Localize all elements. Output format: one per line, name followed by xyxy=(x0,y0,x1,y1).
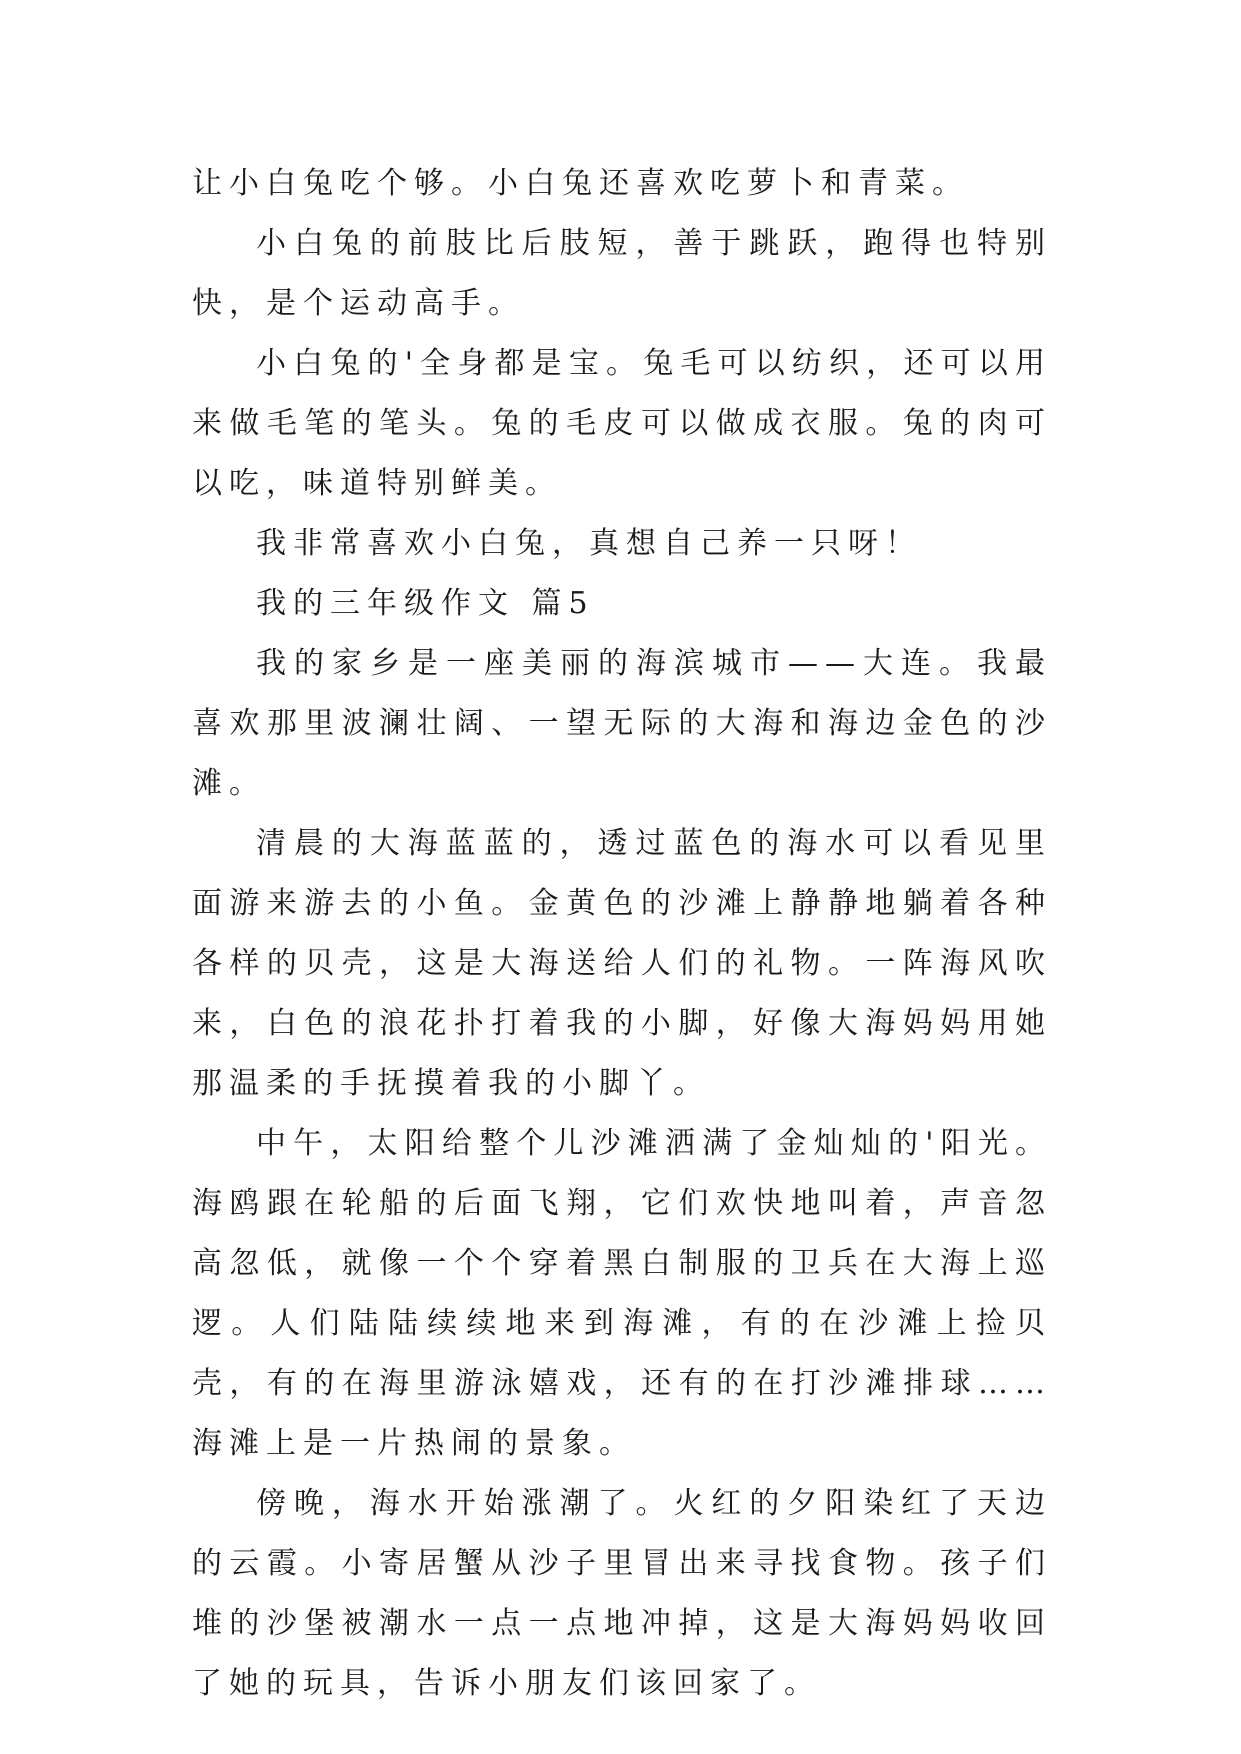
paragraph: 小白兔的前肢比后肢短，善于跳跃，跑得也特别快，是个运动高手。 xyxy=(192,226,1052,321)
paragraph: 傍晚，海水开始涨潮了。火红的夕阳染红了天边的云霞。小寄居蟹从沙子里冒出来寻找食物。孩子们堆的沙堡被潮水一点一点地冲掉，这是大海妈妈收回了她的玩具，告诉小朋友们该回家了。 xyxy=(192,1486,1052,1701)
paragraph: 小白兔的'全身都是宝。兔毛可以纺织，还可以用来做毛笔的笔头。兔的毛皮可以做成衣服。兔的肉可以吃，味道特别鲜美。 xyxy=(192,346,1052,501)
paragraph: 让小白兔吃个够。小白兔还喜欢吃萝卜和青菜。 xyxy=(192,166,969,201)
paragraph: 中午，太阳给整个儿沙滩洒满了金灿灿的'阳光。海鸥跟在轮船的后面飞翔，它们欢快地叫着，声音忽高忽低，就像一个个穿着黑白制服的卫兵在大海上巡逻。人们陆陆续续地来到海滩，有的在沙滩上捡贝壳，有的在海里游泳嬉戏，还有的在打沙滩排球……海滩上是一片热闹的景象。 xyxy=(192,1126,1052,1461)
paragraph: 我的家乡是一座美丽的海滨城市——大连。我最喜欢那里波澜壮阔、一望无际的大海和海边金色的沙滩。 xyxy=(192,646,1052,801)
section-heading: 我的三年级作文 篇5 xyxy=(256,586,595,621)
paragraph: 我非常喜欢小白兔，真想自己养一只呀！ xyxy=(256,526,922,561)
document-body xyxy=(192,154,1052,1714)
paragraph: 清晨的大海蓝蓝的，透过蓝色的海水可以看见里面游来游去的小鱼。金黄色的沙滩上静静地躺着各种各样的贝壳，这是大海送给人们的礼物。一阵海风吹来，白色的浪花扑打着我的小脚，好像大海妈妈用她那温柔的手抚摸着我的小脚丫。 xyxy=(192,826,1052,1101)
